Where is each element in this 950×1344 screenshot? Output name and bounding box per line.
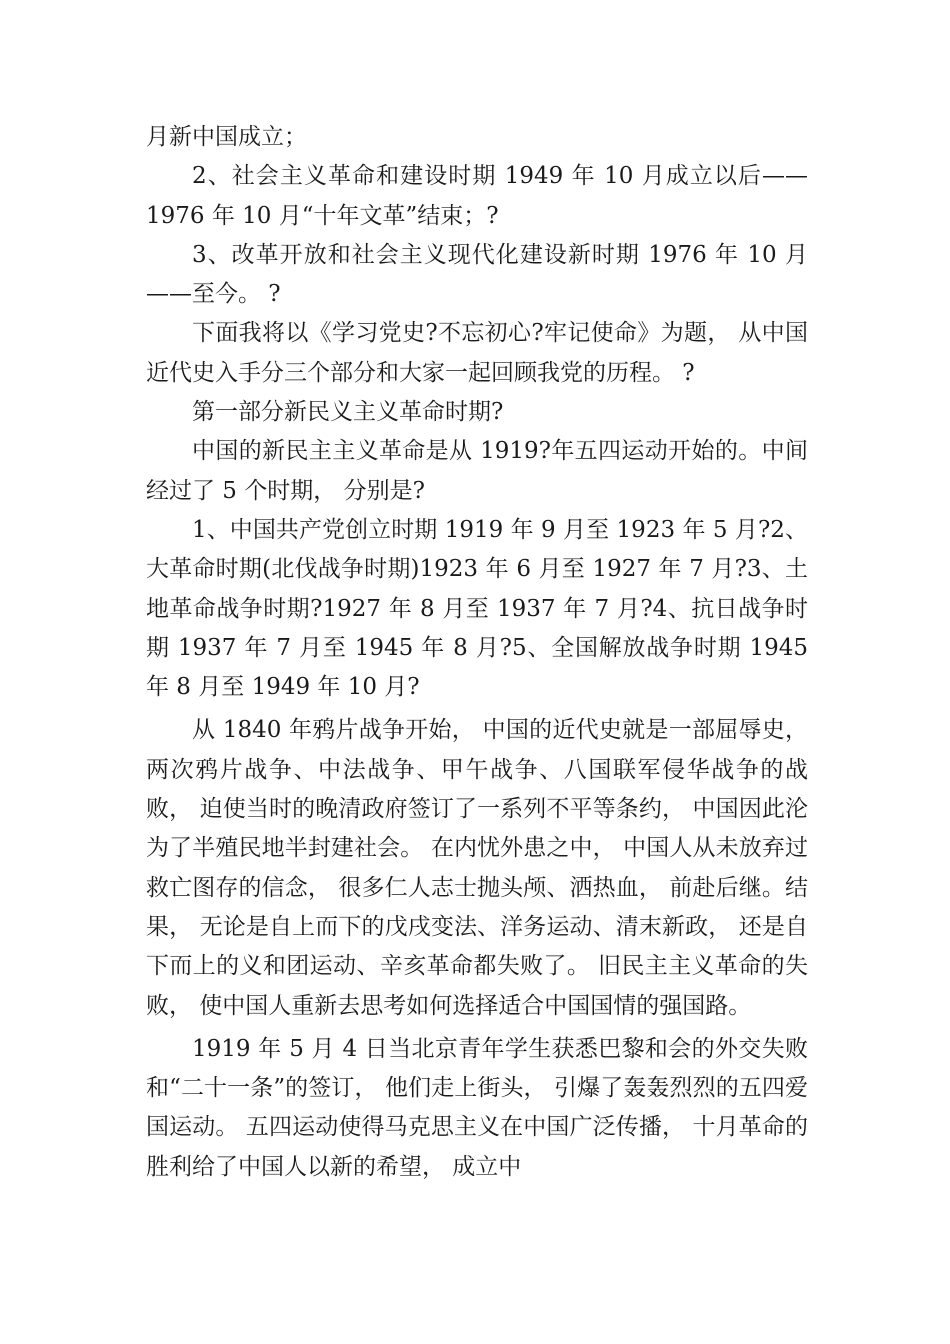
- section-heading: 第一部分新民义主义革命时期?: [192, 399, 504, 426]
- paragraph-intro: 下面我将以《学习党史?不忘初心?牢记使命》为题， 从中国近代史入手分三个部分和大家一起回顾我党的历程。 ?: [146, 320, 808, 386]
- body-text: [146, 118, 808, 1187]
- paragraph-periods-list: 1、中国共产党创立时期 1919 年 9 月至 1923 年 5 月?2、大革命时期(北伐战争时期)1923 年 6 月至 1927 年 7 月?3、土地革命战争时期?1927 年 8 月至 1937 年 7 月?4、抗日战争时期 1937 年 7 月至 1945 年 8 月?5、全国解放战争时期 1945 年 8 月至 1949 年 10 月?: [146, 516, 808, 701]
- paragraph-period-2: 2、社会主义革命和建设时期 1949 年 10 月成立以后——1976 年 10 月“十年文革”结束；?: [146, 163, 808, 229]
- paragraph-may-fourth: 1919 年 5 月 4 日当北京青年学生获悉巴黎和会的外交失败和“二十一条”的签订， 他们走上街头， 引爆了轰轰烈烈的五四爱国运动。 五四运动使得马克思主义在中国广泛传播， 十月革命的胜利给了中国人以新的希望， 成立中: [146, 1035, 808, 1180]
- paragraph-period-3: 3、改革开放和社会主义现代化建设新时期 1976 年 10 月——至今。 ?: [146, 241, 808, 308]
- paragraph-history: 从 1840 年鸦片战争开始， 中国的近代史就是一部屈辱史， 两次鸦片战争、中法战争、甲午战争、八国联军侵华战争的战败， 迫使当时的晚清政府签订了一系列不平等条约， 中国因此沦为了半殖民地半封建社会。 在内忧外患之中， 中国人从未放弃过救亡图存的信念， 很多仁人志士抛头颅、洒热血， 前赴后继。结果， 无论是自上而下的戊戌变法、洋务运动、清末新政， 还是自下而上的义和团运动、辛亥革命都失败了。 旧民主主义革命的失败， 使中国人重新去思考如何选择适合中国国情的强国路。: [146, 717, 808, 1019]
- paragraph-continuation: 月新中国成立；: [146, 124, 307, 150]
- paragraph-overview: 中国的新民主主义革命是从 1919?年五四运动开始的。中间经过了 5 个时期， 分别是?: [146, 438, 808, 504]
